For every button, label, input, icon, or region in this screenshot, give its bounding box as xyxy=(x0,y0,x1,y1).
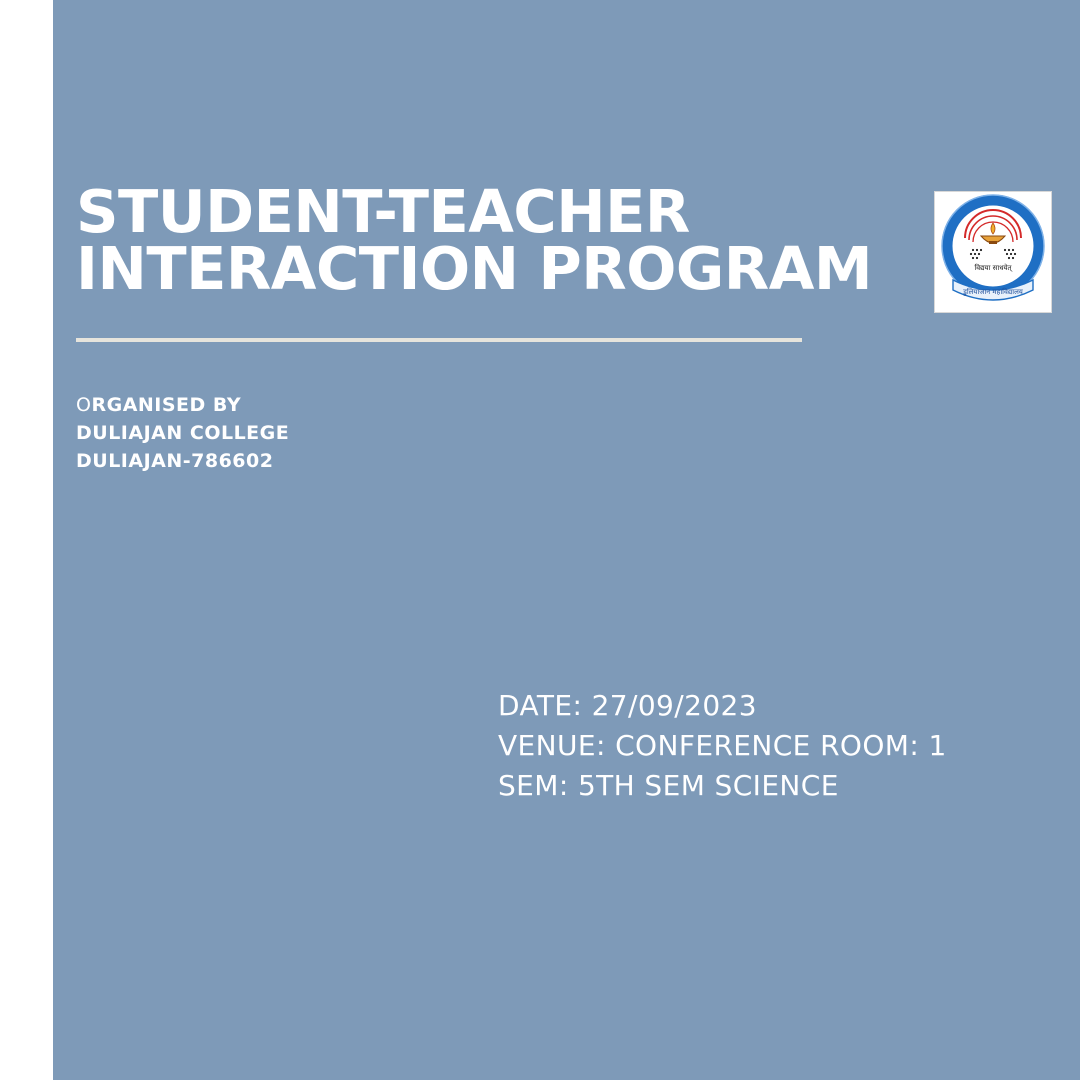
college-emblem-icon xyxy=(935,192,1051,312)
event-semester: SEM: 5TH SEM SCIENCE xyxy=(498,769,839,802)
title-line-1: STUDENT-TEACHER xyxy=(76,177,690,246)
event-venue: VENUE: CONFERENCE ROOM: 1 xyxy=(498,729,947,762)
college-logo xyxy=(934,191,1052,313)
title-line-2: INTERACTION PROGRAM xyxy=(76,234,873,303)
organiser-address: DULIAJAN-786602 xyxy=(76,450,274,472)
organiser-label-rest: RGANISED BY xyxy=(91,394,242,416)
poster-background-panel xyxy=(53,0,1080,1080)
poster-title xyxy=(76,177,916,303)
organiser-block xyxy=(76,391,289,475)
event-details xyxy=(498,686,947,806)
event-date: DATE: 27/09/2023 xyxy=(498,689,757,722)
logo-motto-top: विद्यया साधयेत् xyxy=(974,264,1012,272)
organiser-college: DULIAJAN COLLEGE xyxy=(76,422,290,444)
organiser-label xyxy=(76,391,289,419)
organiser-label-initial: O xyxy=(76,394,92,416)
title-divider xyxy=(76,338,802,342)
logo-motto-banner: डुलियाजान महाविद्यालय xyxy=(963,288,1023,296)
